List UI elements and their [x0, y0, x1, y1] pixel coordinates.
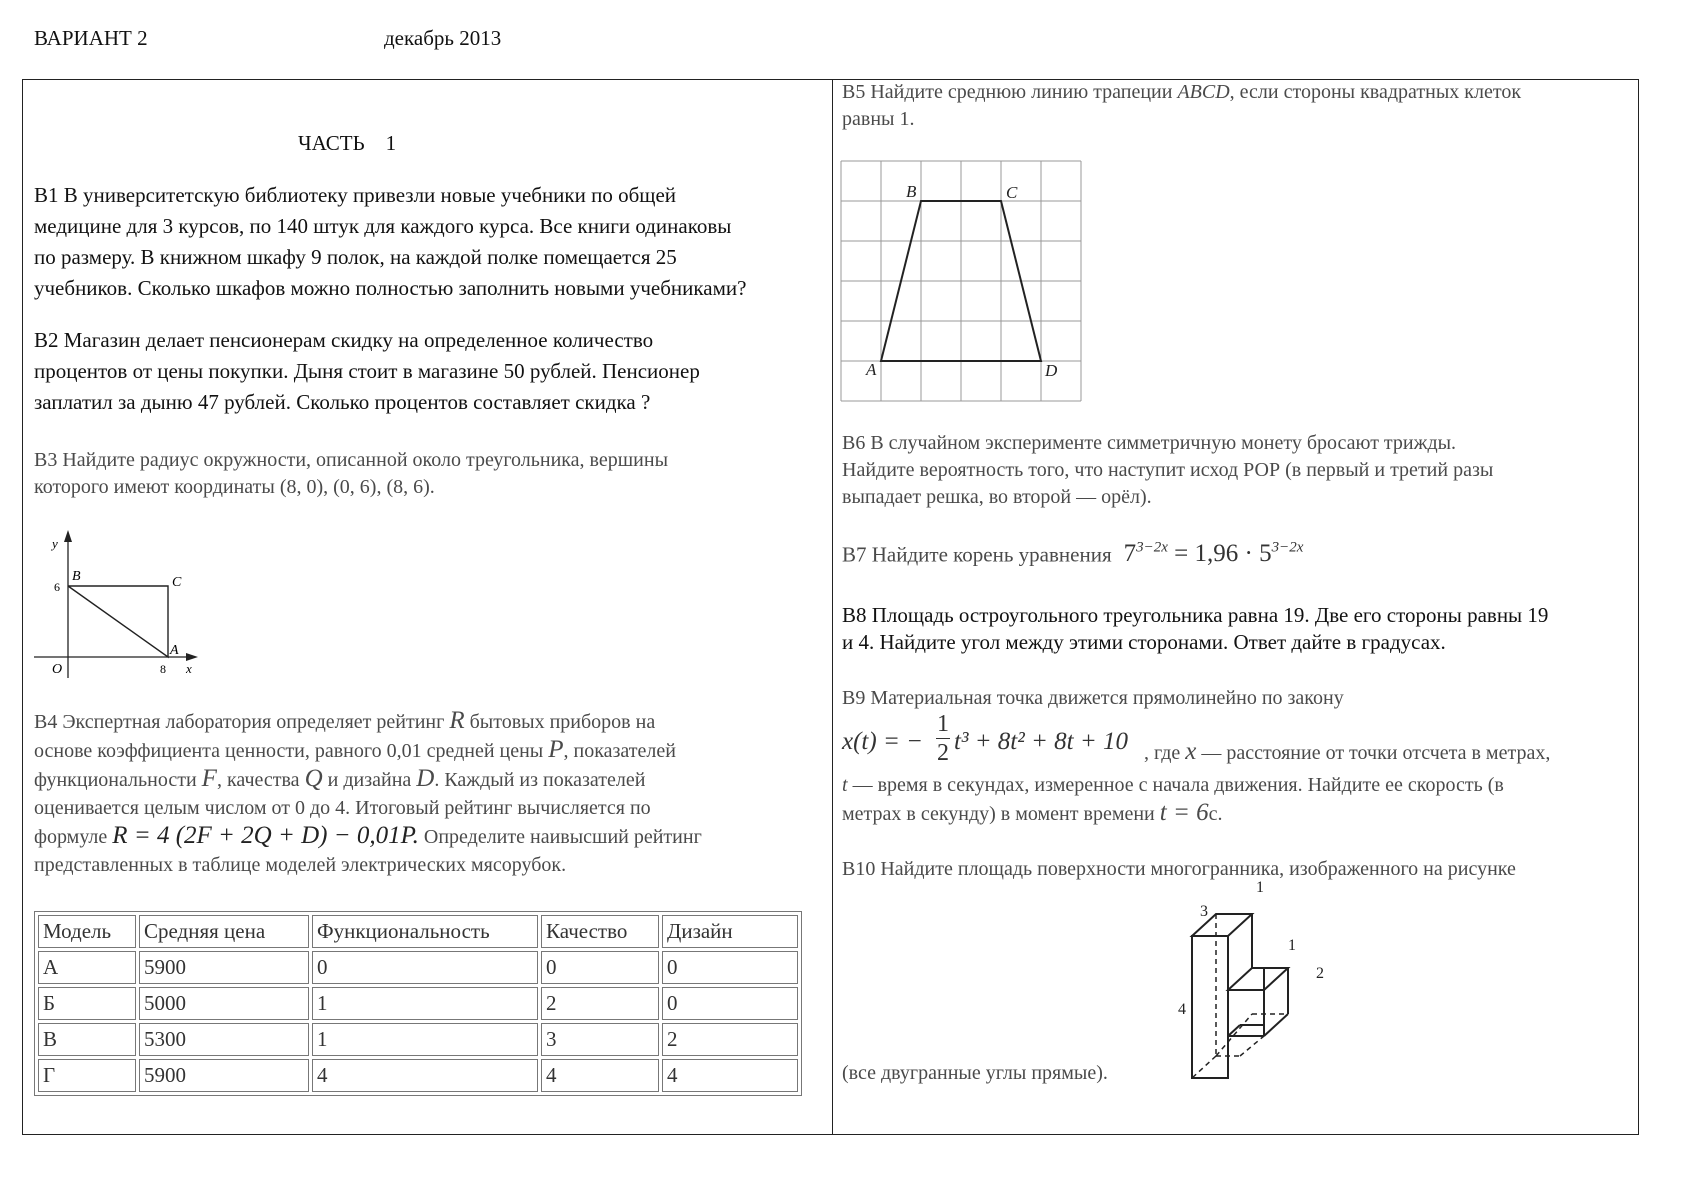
dim-label: 4 [1178, 1001, 1186, 1018]
b3-triangle-figure [34, 528, 204, 678]
table-cell: В [38, 1023, 136, 1056]
vertex-a-label: A [866, 360, 877, 379]
dim-label: 3 [1200, 903, 1208, 920]
b1-line: В1 В университетскую библиотеку привезли новые учебники по общей [34, 183, 677, 207]
fraction: 1 2 [937, 711, 949, 766]
vertex-c-label: C [1006, 183, 1018, 202]
table-cell: 5900 [139, 1059, 309, 1092]
table-cell: 4 [312, 1059, 538, 1092]
table-row [38, 987, 798, 1020]
table-cell: 4 [541, 1059, 659, 1092]
table-cell: 1 [312, 987, 538, 1020]
table-header-row [38, 915, 798, 948]
b3-line: В3 Найдите радиус окружности, описанной около треугольника, вершины [34, 449, 669, 471]
problem-b6: В6 В случайном эксперименте симметричную монету бросают трижды. Найдите вероятность того, что наступит исход РОР (в первый и третий разы выпадает решка, во второй — орёл). [842, 432, 1494, 508]
rating-formula: R = 4 (2F + 2Q + D) − 0,01P. [112, 822, 419, 849]
table-header-cell: Дизайн [662, 915, 798, 948]
b1-line: медицине для 3 курсов, по 140 штук для каждого курса. Все книги одинаковы [34, 214, 732, 238]
table-cell: Б [38, 987, 136, 1020]
problem-b5: В5 Найдите среднюю линию трапеции ABCD, если стороны квадратных клеток равны 1. [842, 81, 1522, 130]
vertex-a-label: A [170, 643, 179, 658]
table-header-cell: Функциональность [312, 915, 538, 948]
b10-polyhedron-figure [1170, 878, 1340, 1088]
ratings-table [34, 911, 802, 1096]
problem-b3 [34, 447, 824, 501]
table-cell: 4 [662, 1059, 798, 1092]
problem-b2 [34, 325, 834, 418]
table-header-cell: Качество [541, 915, 659, 948]
table-row [38, 1023, 798, 1056]
table-cell: А [38, 951, 136, 984]
table-cell: 3 [541, 1023, 659, 1056]
y-axis-label: y [52, 536, 58, 551]
problem-b7: В7 Найдите корень уравнения $7^{3-2x} = 1,96 \cdot 5^{3-2x}$ [842, 540, 1304, 568]
problem-b10-question: В10 Найдите площадь поверхности многогранника, изображенного на рисунке [842, 858, 1516, 880]
problem-b4: В4 Экспертная лаборатория определяет рейтинг R бытовых приборов на основе коэффициента ценности, равного 0,01 средней цены P, показателей функциональности F, качества Q и дизайна D. Каждый из показателей оценивается целым числом от 0 до 4. Итоговый рейтинг вычисляется по формуле R = 4 (2F + 2Q + D) − 0,01P. Определите наивысший рейтинг представленных в таблице моделей электрических мясорубок. [34, 707, 702, 876]
table-cell: 0 [662, 951, 798, 984]
table-cell: 0 [312, 951, 538, 984]
table-cell: 0 [662, 987, 798, 1020]
b2-line: В2 Магазин делает пенсионерам скидку на определенное количество [34, 328, 654, 352]
vertex-d-label: D [1045, 361, 1058, 380]
table-row [38, 951, 798, 984]
table-cell: Г [38, 1059, 136, 1092]
vertex-b-label: B [72, 569, 81, 584]
dim-label: 1 [1288, 937, 1296, 954]
dim-label: 1 [1256, 879, 1264, 896]
table-row [38, 1059, 798, 1092]
b3-line: которого имеют координаты (8, 0), (0, 6), (8, 6). [34, 476, 435, 498]
table-header-cell: Модель [38, 915, 136, 948]
dim-label: 2 [1316, 965, 1324, 982]
b5-trapezoid-figure [840, 160, 1086, 404]
x-axis-label: x [186, 661, 192, 676]
table-cell: 5000 [139, 987, 309, 1020]
table-header-cell: Средняя цена [139, 915, 309, 948]
problem-b1 [34, 180, 834, 304]
vertex-b-label: B [906, 182, 917, 201]
problem-b10-note: (все двугранные углы прямые). [842, 1062, 1108, 1084]
problem-b9: В9 Материальная точка движется прямолинейно по закону x(t) = − 1 2 t³ + 8t² + 8t + 10 , где x — расстояние от точки отсчета в метрах, t — время в секундах, измеренное с начала движения. Найдите ее скорость (в метрах в секунду) в момент времени t = 6с. [842, 685, 1642, 828]
b7-equation: $7^{3-2x} = 1,96 \cdot 5^{3-2x}$ [1123, 540, 1304, 568]
table-cell: 2 [541, 987, 659, 1020]
table-cell: 5300 [139, 1023, 309, 1056]
problem-b8: В8 Площадь остроугольного треугольника равна 19. Две его стороны равны 19 и 4. Найдите угол между этими сторонами. Ответ дайте в градусах. [842, 603, 1549, 654]
b2-line: процентов от цены покупки. Дыня стоит в магазине 50 рублей. Пенсионер [34, 359, 700, 383]
table-cell: 2 [662, 1023, 798, 1056]
date-label: декабрь 2013 [384, 26, 502, 50]
b1-line: учебников. Сколько шкафов можно полностью заполнить новыми учебниками? [34, 276, 747, 300]
b2-line: заплатил за дыню 47 рублей. Сколько процентов составляет скидка ? [34, 390, 651, 414]
vertex-c-label: C [172, 575, 182, 590]
b1-line: по размеру. В книжном шкафу 9 полок, на каждой полке помещается 25 [34, 245, 677, 269]
part-title: ЧАСТЬ 1 [298, 131, 397, 155]
origin-label: O [52, 662, 63, 677]
table-cell: 1 [312, 1023, 538, 1056]
variant-label: ВАРИАНТ 2 [34, 26, 148, 50]
y-tick-label: 6 [54, 580, 60, 594]
x-tick-label: 8 [160, 662, 166, 676]
table-cell: 0 [541, 951, 659, 984]
b9-formula-line: x(t) = − 1 2 t³ + 8t² + 8t + 10 , где x — расстояние от точки отсчета в метрах, [842, 711, 1551, 766]
table-cell: 5900 [139, 951, 309, 984]
